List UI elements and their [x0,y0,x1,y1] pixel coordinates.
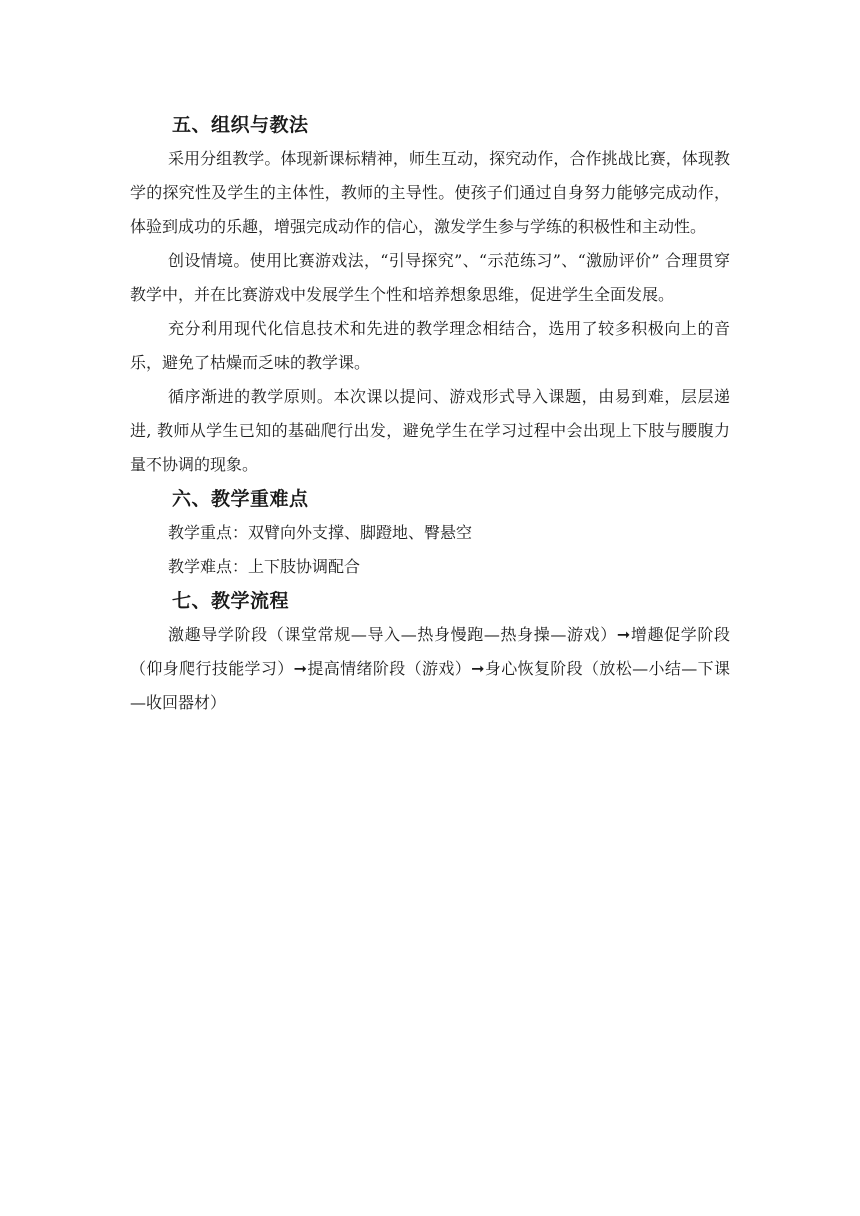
flow-stage-recovery: 身心恢复阶段（放松—小结—下课—收回器材） [130,659,730,712]
section-heading-teaching-process: 七、教学流程 [172,590,290,612]
teaching-difficult-point: 教学难点：上下肢协调配合 [168,557,361,576]
arrow-right-icon: ➞ [471,659,485,678]
teaching-process-flow [130,618,730,720]
flow-stage-interest: 激趣导学阶段（课堂常规—导入—热身慢跑—热身操—游戏） [168,625,617,644]
paragraph-group-teaching: 采用分组教学。体现新课标精神，师生互动，探究动作，合作挑战比赛，体现教学的探究性及学生的主体性，教师的主导性。使孩子们通过自身努力能够完成动作，体验到成功的乐趣，增强完成动作的信心，激发学生参与学练的积极性和主动性。 [130,149,730,236]
document-body [130,108,730,720]
arrow-right-icon: ➞ [293,659,308,678]
paragraph-gradual-principle: 循序渐进的教学原则。本次课以提问、游戏形式导入课题，由易到难，层层递进, 教师从学生已知的基础爬行出发，避免学生在学习过程中会出现上下肢与腰腹力量不协调的现象。 [130,387,730,474]
section-heading-key-difficult-points: 六、教学重难点 [172,488,309,510]
flow-stage-skill-learning: 增趣促学阶段（仰身爬行技能学习） [130,625,730,678]
section-heading-organization-methods: 五、组织与教法 [172,114,309,136]
paragraph-scenario-creation: 创设情境。使用比赛游戏法，“引导探究”、“示范练习”、“激励评价” 合理贯穿教学中，并在比赛游戏中发展学生个性和培养想象思维，促进学生全面发展。 [130,251,730,304]
teaching-key-point: 教学重点：双臂向外支撑、脚蹬地、臀悬空 [168,523,473,542]
paragraph-modern-technology: 充分利用现代化信息技术和先进的教学理念相结合，选用了较多积极向上的音乐，避免了枯燥而乏味的教学课。 [130,319,730,372]
arrow-right-icon: ➞ [616,625,631,644]
flow-stage-mood: 提高情绪阶段（游戏） [307,659,472,678]
